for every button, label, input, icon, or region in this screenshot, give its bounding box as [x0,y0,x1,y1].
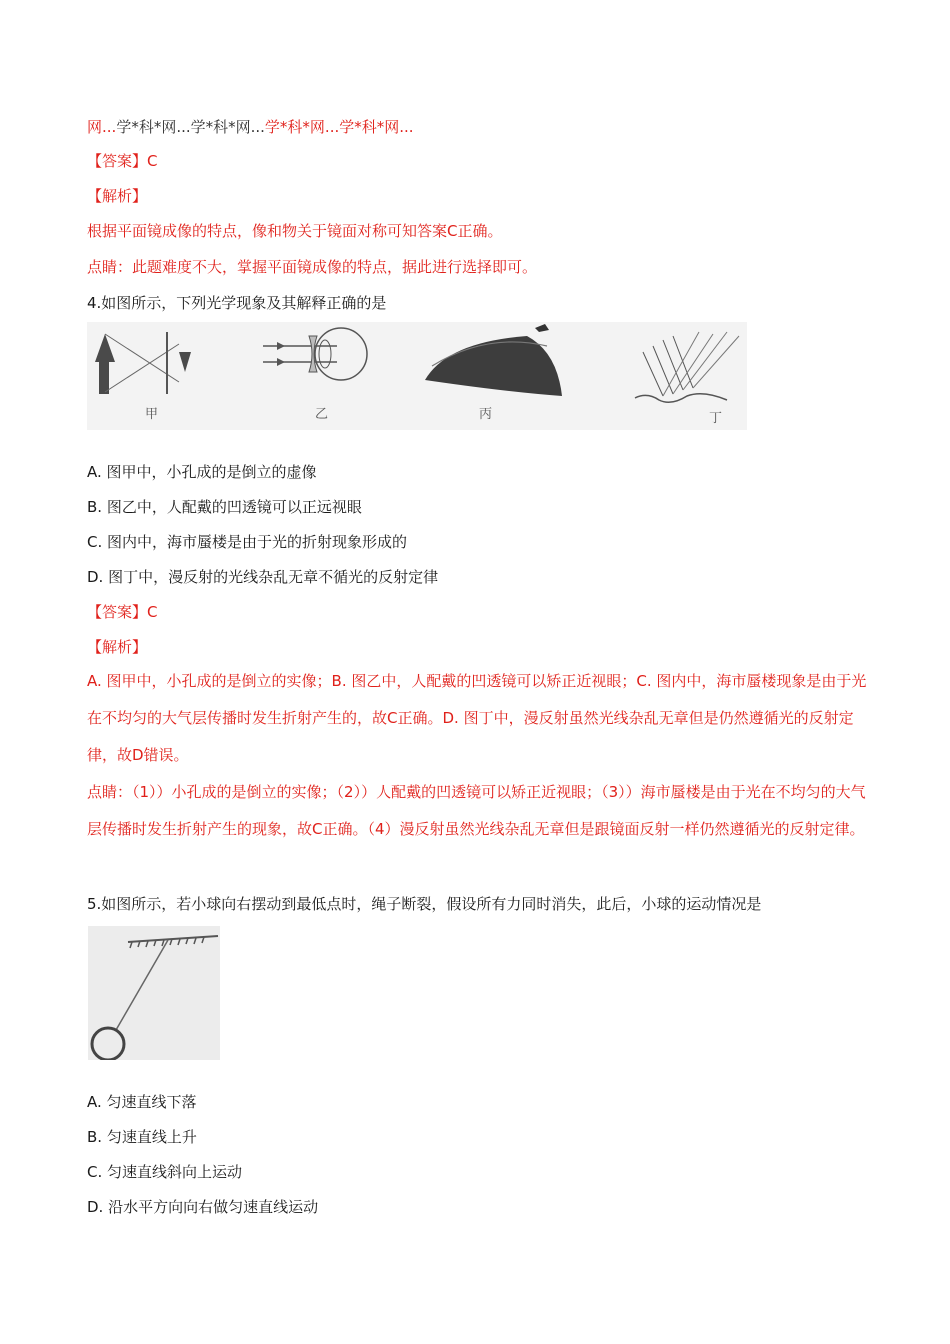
fig-label-ding: 丁 [709,411,723,426]
q4-answer [87,601,158,623]
q4-option-d: D. 图丁中，漫反射的光线杂乱无章不循光的反射定律 [87,568,439,586]
q4-option-b: B. 图乙中，人配戴的凹透镜可以正远视眼 [87,498,362,516]
q4-stem: 4.如图所示，下列光学现象及其解释正确的是 [87,294,387,312]
q5-stem: 5.如图所示，若小球向右摆动到最低点时，绳子断裂，假设所有力同时消失，此后，小球的运动情况是 [87,895,762,913]
q4-figure [87,322,747,430]
q4-answer-label: 【答案】 [87,603,148,621]
watermark-line [87,116,414,138]
watermark-part-3: 学*科*网...学*科*网... [264,118,414,136]
fig-label-jia: 甲 [145,407,159,422]
q4-figure-svg [87,322,747,430]
q3-answer [87,150,158,172]
q3-analysis-label: 【解析】 [87,187,148,205]
q5-option-b: B. 匀速直线上升 [87,1128,197,1146]
q3-answer-label: 【答案】 [87,152,148,170]
q5-option-c: C. 匀速直线斜向上运动 [87,1163,243,1181]
q3-analysis-text: 根据平面镜成像的特点，像和物关于镜面对称可知答案C正确。 [87,222,503,240]
q4-analysis-label: 【解析】 [87,638,148,656]
q5-option-a: A. 匀速直线下落 [87,1093,197,1111]
watermark-part-1: 网... [87,118,117,136]
q4-analysis-text: A. 图甲中，小孔成的是倒立的实像；B. 图乙中，人配戴的凹透镜可以矫正近视眼；C. 图内中，海市蜃楼现象是由于光在不均匀的大气层传播时发生折射产生的，故C正确。D. 图丁中，漫反射虽然光线杂乱无章但是仍然遵循光的反射定律，故D错误。 [87,672,867,764]
q3-comment: 点睛：此题难度不大，掌握平面镜成像的特点，据此进行选择即可。 [87,258,538,276]
fig-label-bing: 丙 [479,407,493,422]
q4-option-a: A. 图甲中，小孔成的是倒立的虚像 [87,463,317,481]
fig-label-yi: 乙 [315,407,329,422]
watermark-part-2: 学*科*网...学*科*网... [116,118,265,136]
q4-option-c: C. 图内中，海市蜃楼是由于光的折射现象形成的 [87,533,408,551]
q4-comment: 点睛：（1））小孔成的是倒立的实像；（2））人配戴的凹透镜可以矫正近视眼；（3））海市蜃楼是由于光在不均匀的大气层传播时发生折射产生的现象，故C正确。（4）漫反射虽然光线杂乱无章但是跟镜面反射一样仍然遵循光的反射定律。 [87,783,866,838]
q4-answer-value: C [147,603,158,621]
pendulum-figure [88,926,220,1060]
q3-answer-value: C [147,152,158,170]
q5-option-d: D. 沿水平方向向右做匀速直线运动 [87,1198,319,1216]
q5-figure [88,926,220,1060]
